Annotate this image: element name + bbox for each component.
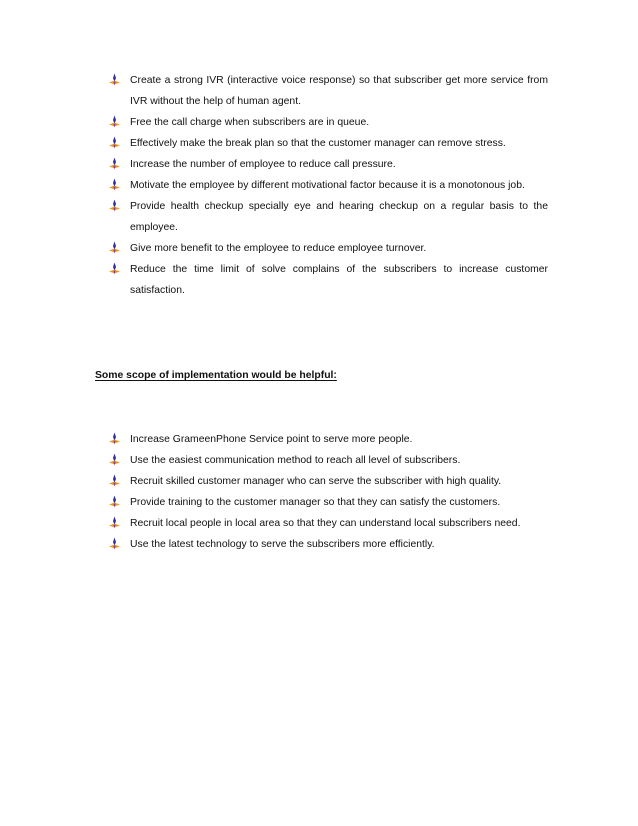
list-item <box>108 70 548 112</box>
list-item <box>108 513 548 534</box>
list-item <box>108 534 548 555</box>
arrow-bullet-icon <box>108 516 121 529</box>
list-item-text: Effectively make the break plan so that the customer manager can remove stress. <box>130 138 506 149</box>
list-item <box>108 238 548 259</box>
list-item-text: Provide health checkup specially eye and hearing checkup on a regular basis to the employee. <box>130 201 548 233</box>
list-item-text: Create a strong IVR (interactive voice response) so that subscriber get more service from IVR without the help of human agent. <box>130 75 548 107</box>
arrow-bullet-icon <box>108 136 121 149</box>
arrow-bullet-icon <box>108 199 121 212</box>
arrow-bullet-icon <box>108 537 121 550</box>
arrow-bullet-icon <box>108 178 121 191</box>
list-item <box>108 112 548 133</box>
list-item <box>108 259 548 301</box>
arrow-bullet-icon <box>108 262 121 275</box>
implementation-list <box>108 429 548 555</box>
list-item <box>108 154 548 175</box>
list-item-text: Use the latest technology to serve the subscribers more efficiently. <box>130 539 435 550</box>
arrow-bullet-icon <box>108 432 121 445</box>
list-item <box>108 492 548 513</box>
arrow-bullet-icon <box>108 73 121 86</box>
list-item-text: Provide training to the customer manager so that they can satisfy the customers. <box>130 497 501 508</box>
list-item-text: Recruit local people in local area so that they can understand local subscribers need. <box>130 518 521 529</box>
list-item-text: Reduce the time limit of solve complains of the subscribers to increase customer satisfaction. <box>130 264 548 296</box>
list-item <box>108 429 548 450</box>
arrow-bullet-icon <box>108 241 121 254</box>
arrow-bullet-icon <box>108 495 121 508</box>
recommendation-list <box>108 70 548 301</box>
arrow-bullet-icon <box>108 115 121 128</box>
arrow-bullet-icon <box>108 453 121 466</box>
list-item-text: Recruit skilled customer manager who can serve the subscriber with high quality. <box>130 476 502 487</box>
section-heading: Some scope of implementation would be helpful: <box>95 370 337 381</box>
list-item-text: Free the call charge when subscribers are in queue. <box>130 117 370 128</box>
list-item <box>108 133 548 154</box>
list-item <box>108 196 548 238</box>
list-item-text: Motivate the employee by different motivational factor because it is a monotonous job. <box>130 180 525 191</box>
list-item <box>108 471 548 492</box>
arrow-bullet-icon <box>108 474 121 487</box>
arrow-bullet-icon <box>108 157 121 170</box>
list-item-text: Use the easiest communication method to reach all level of subscribers. <box>130 455 461 466</box>
list-item-text: Increase the number of employee to reduce call pressure. <box>130 159 396 170</box>
list-item-text: Give more benefit to the employee to reduce employee turnover. <box>130 243 427 254</box>
list-item <box>108 450 548 471</box>
list-item <box>108 175 548 196</box>
list-item-text: Increase GrameenPhone Service point to serve more people. <box>130 434 413 445</box>
